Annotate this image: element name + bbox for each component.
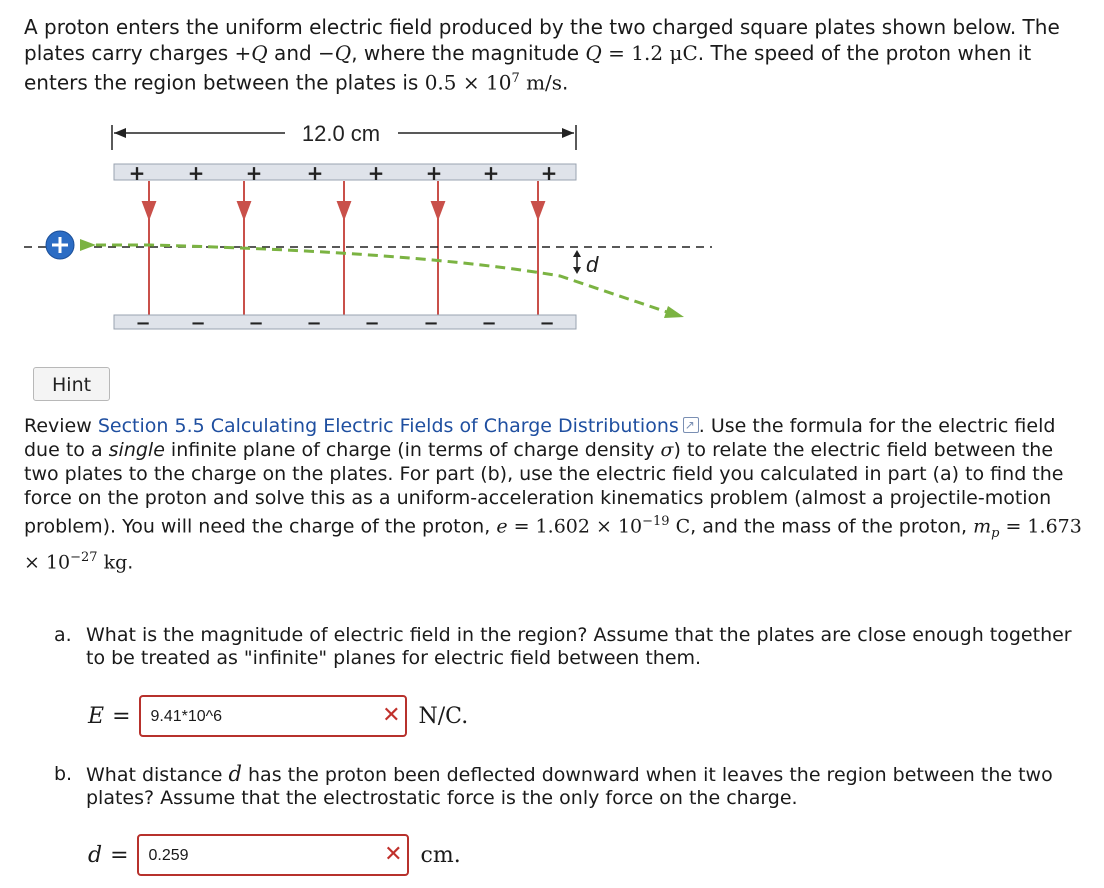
question-text: What is the magnitude of electric field in the region? Assume that the plates are close enough together to be treated as "infinite" planes for electric field between them. — [86, 624, 1072, 669]
question-text-part: has the proton been deflected downward when it leaves the region between the two plates? Assume that the electrostatic force is the only force on the charge. — [86, 764, 1053, 809]
plus-sign: + — [306, 161, 324, 185]
hint-p1: . Use the formula for the electric field due to a — [24, 415, 1056, 461]
dim-arrow-left — [114, 128, 126, 138]
external-link-icon[interactable] — [683, 417, 699, 433]
question-b — [54, 763, 1084, 810]
mp-exponent: −27 — [70, 550, 98, 566]
plus-q: +Q — [234, 41, 268, 65]
e-value: = 1.602 × 10 — [507, 515, 643, 538]
field-arrowhead — [338, 202, 350, 218]
mp-symbol: m — [973, 515, 992, 538]
speed-exponent: 7 — [511, 71, 520, 86]
intro-text: A proton enters the uniform electric field produced by the two charged square plates shown below. The plates carry charges — [24, 15, 1060, 65]
e-exponent: −19 — [642, 514, 670, 529]
plus-sign: + — [367, 161, 385, 185]
hint-text — [24, 414, 1084, 574]
q-symbol: Q — [585, 41, 602, 65]
minus-sign: − — [364, 313, 380, 334]
answer-box-a[interactable] — [139, 695, 407, 737]
speed-value: 0.5 × 10 — [424, 70, 512, 95]
plus-sign: + — [540, 161, 558, 185]
e-symbol: e — [496, 515, 508, 538]
plus-sign: + — [425, 161, 443, 185]
section-link[interactable]: Section 5.5 Calculating Electric Fields of Charge Distributions — [97, 415, 679, 437]
question-text-part: What distance — [86, 764, 229, 786]
plates-figure — [0, 112, 720, 346]
hint-review: Review — [24, 415, 98, 437]
problem-statement — [24, 14, 1084, 96]
minus-q: −Q — [318, 41, 352, 65]
minus-sign: − — [423, 313, 439, 334]
answer-unit: cm. — [420, 842, 461, 868]
answer-variable: d — [88, 842, 103, 868]
incorrect-x-icon: ✕ — [384, 842, 403, 867]
minus-sign: − — [135, 313, 151, 334]
plus-sign: + — [482, 161, 500, 185]
bottom-plate — [114, 315, 576, 329]
sigma-symbol: σ — [660, 439, 674, 461]
mp-unit: kg — [97, 551, 128, 574]
hint-p3: ) to relate the electric field between the two plates to the charge on the plates. For part (b), use the electric field you calculated in part (a) to find the force on the proton and solve this as a uniform-acceleration kinematics problem (almost a projectile-motion problem). You will need the charge of the proton, — [24, 439, 1064, 538]
answer-input-a[interactable] — [149, 707, 373, 727]
proton-trajectory — [80, 245, 670, 313]
hint-button[interactable]: Hint — [33, 367, 110, 401]
question-text — [86, 763, 1084, 810]
d-arrow-up — [573, 250, 581, 257]
d-arrow-down — [573, 267, 581, 274]
hint-p2: infinite plane of charge (in terms of charge density — [164, 439, 661, 461]
minus-sign: − — [248, 313, 264, 334]
hint-end: . — [127, 551, 134, 574]
answer-input-b[interactable] — [147, 846, 371, 866]
answer-row-b — [88, 834, 461, 876]
field-arrowhead — [432, 202, 444, 218]
answer-unit: N/C. — [418, 703, 469, 729]
hint-p4: , and the mass of the proton, — [690, 515, 974, 538]
incorrect-x-icon: ✕ — [382, 703, 401, 728]
dim-label: 12.0 cm — [301, 121, 381, 146]
plus-sign: + — [128, 161, 146, 185]
minus-sign: − — [539, 313, 555, 334]
answer-box-b[interactable] — [137, 834, 409, 876]
intro-text-3: . The speed of the proton when it enters the region between the plates is — [24, 41, 1032, 95]
intro-and: and — [267, 41, 319, 65]
trajectory-arrowhead — [664, 306, 684, 318]
question-label: a. — [54, 624, 72, 646]
plates-diagram — [0, 112, 720, 342]
minus-sign: − — [306, 313, 322, 334]
entry-arrowhead — [80, 239, 96, 251]
speed-unit: m/s — [519, 70, 563, 95]
q-value: = 1.2 μC — [601, 41, 698, 65]
hint-single: single — [108, 439, 165, 461]
field-arrowhead — [532, 202, 544, 218]
plus-sign: + — [187, 161, 205, 185]
intro-period: . — [562, 70, 569, 95]
plus-sign: + — [245, 161, 263, 185]
d-symbol: d — [228, 762, 242, 786]
equals-sign: = — [112, 703, 131, 729]
equals-sign: = — [110, 842, 129, 868]
field-arrowhead — [238, 202, 250, 218]
proton-plus-icon — [46, 231, 74, 259]
answer-row-a — [88, 695, 468, 737]
question-label: b. — [54, 763, 73, 785]
mp-value: = 1.673 × 10 — [24, 515, 1082, 574]
minus-sign: − — [481, 313, 497, 334]
e-unit: C — [669, 515, 691, 538]
top-plate — [114, 164, 576, 180]
dim-arrow-right — [562, 128, 574, 138]
d-label: d — [586, 252, 599, 277]
answer-variable: E — [88, 703, 105, 729]
question-a — [54, 624, 1084, 670]
minus-sign: − — [190, 313, 206, 334]
mp-subscript: p — [991, 526, 1000, 542]
intro-text-2: , where the magnitude — [351, 41, 586, 65]
field-arrowhead — [143, 202, 155, 218]
